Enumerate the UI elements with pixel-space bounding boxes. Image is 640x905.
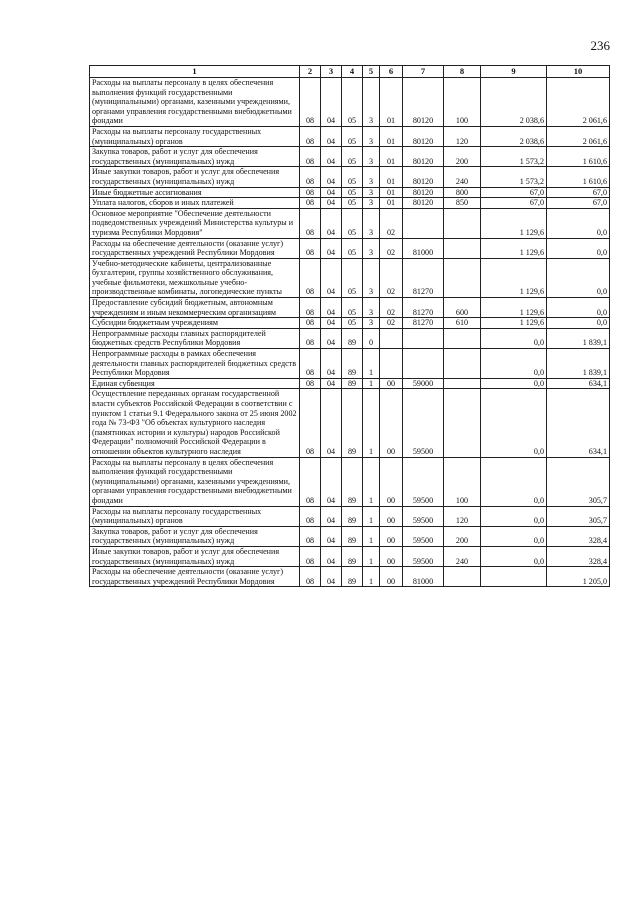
- amount-cell: [481, 567, 547, 587]
- code-cell: 08: [300, 126, 321, 146]
- code-cell: 05: [342, 258, 363, 297]
- code-cell: 04: [321, 126, 342, 146]
- row-name-cell: Субсидии бюджетным учреждениям: [90, 318, 300, 329]
- row-name-cell: Иные закупки товаров, работ и услуг для обеспечения государственных (муниципальных) нужд: [90, 167, 300, 187]
- column-header: 7: [403, 66, 444, 78]
- code-cell: 89: [342, 349, 363, 379]
- code-cell: 08: [300, 78, 321, 127]
- code-cell: 04: [321, 378, 342, 389]
- code-cell: 81000: [403, 238, 444, 258]
- row-name-cell: Иные закупки товаров, работ и услуг для обеспечения государственных (муниципальных) нужд: [90, 546, 300, 566]
- table-body: [90, 78, 610, 587]
- amount-cell: 1 129,6: [481, 298, 547, 318]
- column-header: 5: [363, 66, 380, 78]
- code-cell: 80120: [403, 198, 444, 209]
- code-cell: 00: [380, 378, 403, 389]
- code-cell: 80120: [403, 126, 444, 146]
- budget-table: [89, 65, 610, 587]
- code-cell: 100: [444, 457, 481, 506]
- amount-cell: 1 129,6: [481, 238, 547, 258]
- code-cell: [444, 258, 481, 297]
- table-row: [90, 126, 610, 146]
- row-name-cell: Уплата налогов, сборов и иных платежей: [90, 198, 300, 209]
- row-name-cell: Учебно-методические кабинеты, централизованные бухгалтерии, группы хозяйственного обслуживания, учебные фильмотеки, межшкольные учебно-производственные комбинаты, логопедические пункты: [90, 258, 300, 297]
- amount-cell: 0,0: [481, 457, 547, 506]
- amount-cell: 1 573,2: [481, 147, 547, 167]
- code-cell: 08: [300, 457, 321, 506]
- code-cell: 3: [363, 167, 380, 187]
- code-cell: 04: [321, 298, 342, 318]
- code-cell: [444, 389, 481, 457]
- code-cell: 610: [444, 318, 481, 329]
- code-cell: 08: [300, 389, 321, 457]
- code-cell: 08: [300, 567, 321, 587]
- code-cell: 08: [300, 187, 321, 198]
- code-cell: 81270: [403, 318, 444, 329]
- amount-cell: 2 061,6: [547, 78, 610, 127]
- amount-cell: 0,0: [547, 258, 610, 297]
- amount-cell: 1 610,6: [547, 147, 610, 167]
- amount-cell: 1 129,6: [481, 318, 547, 329]
- row-name-cell: Расходы на обеспечение деятельности (оказание услуг) государственных учреждений Республики Мордовия: [90, 238, 300, 258]
- column-header: 2: [300, 66, 321, 78]
- code-cell: 80120: [403, 167, 444, 187]
- code-cell: 240: [444, 167, 481, 187]
- code-cell: 89: [342, 567, 363, 587]
- code-cell: 08: [300, 298, 321, 318]
- code-cell: 05: [342, 198, 363, 209]
- code-cell: 04: [321, 457, 342, 506]
- column-header: 1: [90, 66, 300, 78]
- code-cell: 59500: [403, 389, 444, 457]
- code-cell: 05: [342, 78, 363, 127]
- code-cell: 89: [342, 457, 363, 506]
- code-cell: 08: [300, 238, 321, 258]
- code-cell: 59500: [403, 546, 444, 566]
- code-cell: 1: [363, 546, 380, 566]
- code-cell: 3: [363, 318, 380, 329]
- code-cell: 81000: [403, 567, 444, 587]
- code-cell: 81270: [403, 298, 444, 318]
- amount-cell: 0,0: [547, 298, 610, 318]
- code-cell: 05: [342, 167, 363, 187]
- table-row: [90, 198, 610, 209]
- code-cell: 59500: [403, 506, 444, 526]
- code-cell: 05: [342, 318, 363, 329]
- code-cell: 04: [321, 147, 342, 167]
- code-cell: 3: [363, 187, 380, 198]
- code-cell: 0: [363, 328, 380, 348]
- amount-cell: 328,4: [547, 546, 610, 566]
- code-cell: 04: [321, 238, 342, 258]
- row-name-cell: Единая субвенция: [90, 378, 300, 389]
- code-cell: [444, 567, 481, 587]
- table-row: [90, 567, 610, 587]
- code-cell: 3: [363, 78, 380, 127]
- amount-cell: 2 038,6: [481, 126, 547, 146]
- code-cell: 05: [342, 208, 363, 238]
- code-cell: [444, 349, 481, 379]
- amount-cell: 0,0: [481, 349, 547, 379]
- row-name-cell: Основное мероприятие "Обеспечение деятельности подведомственных учреждений Министерства культуры и туризма Республики Мордовия": [90, 208, 300, 238]
- code-cell: 00: [380, 506, 403, 526]
- code-cell: 01: [380, 187, 403, 198]
- amount-cell: 634,1: [547, 389, 610, 457]
- code-cell: 89: [342, 389, 363, 457]
- code-cell: 80120: [403, 78, 444, 127]
- row-name-cell: Расходы на обеспечение деятельности (оказание услуг) государственных учреждений Республики Мордовия: [90, 567, 300, 587]
- code-cell: 08: [300, 378, 321, 389]
- amount-cell: 2 061,6: [547, 126, 610, 146]
- table-row: [90, 187, 610, 198]
- row-name-cell: Расходы на выплаты персоналу государственных (муниципальных) органов: [90, 506, 300, 526]
- table-row: [90, 298, 610, 318]
- code-cell: [403, 349, 444, 379]
- code-cell: 04: [321, 208, 342, 238]
- amount-cell: 1 129,6: [481, 258, 547, 297]
- code-cell: 3: [363, 198, 380, 209]
- row-name-cell: Расходы на выплаты персоналу в целях обеспечения выполнения функций государственными (муниципальными) органами, казенными учреждениями, органами управления государственными внебюджетными фондами: [90, 78, 300, 127]
- amount-cell: 2 038,6: [481, 78, 547, 127]
- code-cell: 89: [342, 526, 363, 546]
- row-name-cell: Расходы на выплаты персоналу в целях обеспечения выполнения функций государственными (муниципальными) органами, казенными учреждениями, органами управления государственными внебюджетными фондами: [90, 457, 300, 506]
- code-cell: 1: [363, 349, 380, 379]
- amount-cell: 0,0: [481, 526, 547, 546]
- code-cell: 3: [363, 298, 380, 318]
- table-row: [90, 526, 610, 546]
- code-cell: [444, 378, 481, 389]
- code-cell: 02: [380, 298, 403, 318]
- code-cell: 80120: [403, 187, 444, 198]
- code-cell: 08: [300, 328, 321, 348]
- code-cell: 04: [321, 167, 342, 187]
- table-row: [90, 349, 610, 379]
- code-cell: 200: [444, 147, 481, 167]
- table-row: [90, 328, 610, 348]
- column-header: 3: [321, 66, 342, 78]
- table-row: [90, 457, 610, 506]
- header-row: [90, 66, 610, 78]
- code-cell: [403, 328, 444, 348]
- amount-cell: 0,0: [481, 378, 547, 389]
- code-cell: 08: [300, 147, 321, 167]
- code-cell: 04: [321, 318, 342, 329]
- amount-cell: 634,1: [547, 378, 610, 389]
- column-header: 10: [547, 66, 610, 78]
- table-row: [90, 167, 610, 187]
- table-row: [90, 506, 610, 526]
- code-cell: 120: [444, 126, 481, 146]
- code-cell: 04: [321, 349, 342, 379]
- amount-cell: 0,0: [481, 506, 547, 526]
- code-cell: 600: [444, 298, 481, 318]
- code-cell: 3: [363, 238, 380, 258]
- code-cell: [380, 328, 403, 348]
- code-cell: 01: [380, 147, 403, 167]
- table-row: [90, 208, 610, 238]
- amount-cell: 0,0: [547, 238, 610, 258]
- amount-cell: 1 610,6: [547, 167, 610, 187]
- code-cell: 100: [444, 78, 481, 127]
- code-cell: 89: [342, 546, 363, 566]
- column-header: 4: [342, 66, 363, 78]
- code-cell: 00: [380, 546, 403, 566]
- amount-cell: 1 839,1: [547, 328, 610, 348]
- code-cell: 1: [363, 506, 380, 526]
- code-cell: 200: [444, 526, 481, 546]
- code-cell: 05: [342, 126, 363, 146]
- code-cell: 02: [380, 318, 403, 329]
- table-row: [90, 147, 610, 167]
- code-cell: 3: [363, 258, 380, 297]
- code-cell: 59500: [403, 526, 444, 546]
- column-header: 9: [481, 66, 547, 78]
- row-name-cell: Предоставление субсидий бюджетным, автономным учреждениям и иным некоммерческим организациям: [90, 298, 300, 318]
- code-cell: 05: [342, 298, 363, 318]
- code-cell: 89: [342, 328, 363, 348]
- code-cell: [403, 208, 444, 238]
- code-cell: 800: [444, 187, 481, 198]
- page-number: 236: [590, 38, 610, 53]
- code-cell: [444, 208, 481, 238]
- code-cell: 05: [342, 238, 363, 258]
- code-cell: 00: [380, 526, 403, 546]
- table-row: [90, 546, 610, 566]
- code-cell: 01: [380, 198, 403, 209]
- row-name-cell: Непрограммные расходы главных распорядителей бюджетных средств Республики Мордовия: [90, 328, 300, 348]
- code-cell: 3: [363, 208, 380, 238]
- code-cell: 01: [380, 167, 403, 187]
- amount-cell: 67,0: [547, 198, 610, 209]
- code-cell: 1: [363, 389, 380, 457]
- amount-cell: 0,0: [481, 328, 547, 348]
- code-cell: 08: [300, 318, 321, 329]
- code-cell: 08: [300, 208, 321, 238]
- code-cell: 1: [363, 567, 380, 587]
- code-cell: 01: [380, 126, 403, 146]
- amount-cell: 328,4: [547, 526, 610, 546]
- code-cell: 59500: [403, 457, 444, 506]
- code-cell: 04: [321, 546, 342, 566]
- code-cell: 3: [363, 147, 380, 167]
- amount-cell: 0,0: [481, 389, 547, 457]
- code-cell: 05: [342, 147, 363, 167]
- code-cell: 89: [342, 506, 363, 526]
- code-cell: 01: [380, 78, 403, 127]
- row-name-cell: Расходы на выплаты персоналу государственных (муниципальных) органов: [90, 126, 300, 146]
- code-cell: 850: [444, 198, 481, 209]
- code-cell: [380, 349, 403, 379]
- table-row: [90, 238, 610, 258]
- code-cell: 04: [321, 328, 342, 348]
- code-cell: 08: [300, 258, 321, 297]
- row-name-cell: Осуществление переданных органам государственной власти субъектов Российской Федерации в соответствии с пунктом 1 статьи 9.1 Федерального закона от 25 июня 2002 года № 73-ФЗ "Об объектах культурного наследия (памятниках истории и культуры) народов Российской Федерации" полномочий Российской Федерации в отношении объектов культурного наследия: [90, 389, 300, 457]
- code-cell: 120: [444, 506, 481, 526]
- table-row: [90, 378, 610, 389]
- code-cell: [444, 238, 481, 258]
- code-cell: 04: [321, 506, 342, 526]
- amount-cell: 67,0: [481, 187, 547, 198]
- code-cell: 04: [321, 567, 342, 587]
- amount-cell: 1 573,2: [481, 167, 547, 187]
- code-cell: 00: [380, 567, 403, 587]
- code-cell: 04: [321, 258, 342, 297]
- code-cell: 05: [342, 187, 363, 198]
- code-cell: 59000: [403, 378, 444, 389]
- code-cell: 04: [321, 198, 342, 209]
- amount-cell: 305,7: [547, 506, 610, 526]
- table-row: [90, 318, 610, 329]
- code-cell: 00: [380, 389, 403, 457]
- row-name-cell: Закупка товаров, работ и услуг для обеспечения государственных (муниципальных) нужд: [90, 526, 300, 546]
- row-name-cell: Закупка товаров, работ и услуг для обеспечения государственных (муниципальных) нужд: [90, 147, 300, 167]
- code-cell: 240: [444, 546, 481, 566]
- code-cell: 00: [380, 457, 403, 506]
- code-cell: 81270: [403, 258, 444, 297]
- code-cell: 02: [380, 258, 403, 297]
- amount-cell: 0,0: [547, 208, 610, 238]
- amount-cell: 1 839,1: [547, 349, 610, 379]
- code-cell: 04: [321, 187, 342, 198]
- code-cell: 3: [363, 126, 380, 146]
- amount-cell: 0,0: [547, 318, 610, 329]
- code-cell: 02: [380, 238, 403, 258]
- amount-cell: 0,0: [481, 546, 547, 566]
- code-cell: 08: [300, 526, 321, 546]
- code-cell: 04: [321, 389, 342, 457]
- code-cell: 1: [363, 526, 380, 546]
- code-cell: 08: [300, 198, 321, 209]
- amount-cell: 1 129,6: [481, 208, 547, 238]
- column-header: 6: [380, 66, 403, 78]
- code-cell: 08: [300, 546, 321, 566]
- code-cell: [444, 328, 481, 348]
- amount-cell: 67,0: [481, 198, 547, 209]
- row-name-cell: Иные бюджетные ассигнования: [90, 187, 300, 198]
- amount-cell: 305,7: [547, 457, 610, 506]
- code-cell: 08: [300, 167, 321, 187]
- amount-cell: 1 205,0: [547, 567, 610, 587]
- code-cell: 08: [300, 349, 321, 379]
- code-cell: 1: [363, 457, 380, 506]
- code-cell: 80120: [403, 147, 444, 167]
- row-name-cell: Непрограммные расходы в рамках обеспечения деятельности главных распорядителей бюджетных средств Республики Мордовия: [90, 349, 300, 379]
- code-cell: 89: [342, 378, 363, 389]
- table-row: [90, 258, 610, 297]
- table-row: [90, 389, 610, 457]
- code-cell: 02: [380, 208, 403, 238]
- code-cell: 04: [321, 526, 342, 546]
- code-cell: 08: [300, 506, 321, 526]
- amount-cell: 67,0: [547, 187, 610, 198]
- column-header: 8: [444, 66, 481, 78]
- code-cell: 04: [321, 78, 342, 127]
- code-cell: 1: [363, 378, 380, 389]
- table-row: [90, 78, 610, 127]
